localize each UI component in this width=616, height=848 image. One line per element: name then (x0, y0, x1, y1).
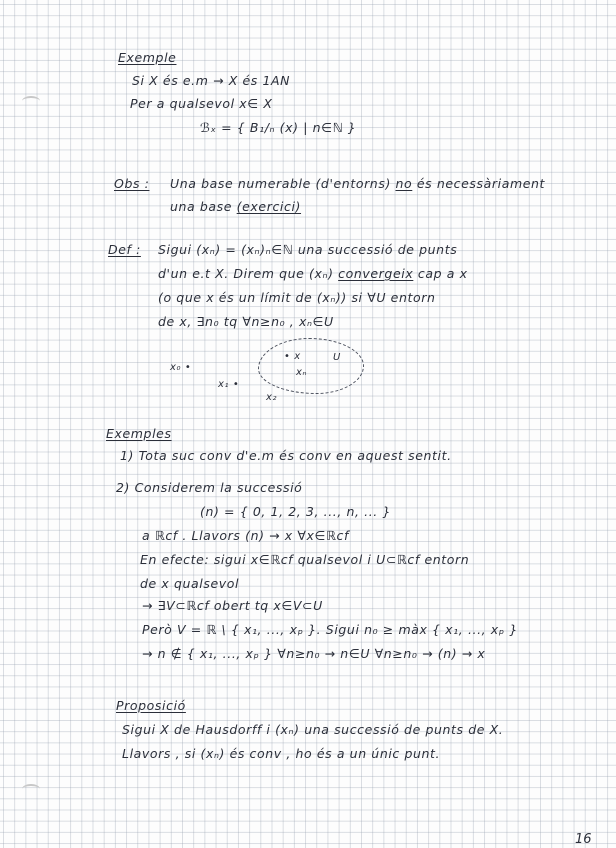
def-line-3: (o que x és un límit de (xₙ)) si ∀U entorn (158, 290, 436, 305)
sketch-label-x2: x₂ (266, 392, 278, 403)
obs-exercici-underlined: (exercici) (236, 199, 302, 214)
exemples-item-2-line-7: Però V = ℝ \ { x₁, ..., xₚ }. Sigui n₀ ≥ màx { x₁, ..., xₚ } (142, 622, 518, 637)
exemples-item-1: 1) Tota suc conv d'e.m és conv en aquest sentit. (120, 448, 452, 463)
sketch-label-xn: xₙ (296, 367, 308, 378)
proposicio-line-2: Llavors , si (xₙ) és conv , ho és a un únic punt. (122, 746, 441, 761)
exemple-line-1: Si X és e.m → X és 1AN (132, 73, 291, 88)
proposicio-line-1: Sigui X de Hausdorff i (xₙ) una successió de punts de X. (122, 722, 504, 737)
exemples-item-2: 2) Considerem la successió (116, 480, 303, 495)
exemples-item-2-line-5: de x qualsevol (140, 576, 240, 591)
def-line-1: Sigui (xₙ) = (xₙ)ₙ∈ℕ una successió de punts (158, 242, 458, 257)
sketch-label-U: U (333, 352, 341, 363)
obs-line-2 (170, 201, 301, 214)
exemples-item-2-line-3: a ℝcf . Llavors (n) → x ∀x∈ℝcf (142, 528, 349, 543)
def-line-2 (158, 268, 468, 281)
def-line-2-post: cap a x (417, 266, 468, 281)
proposicio-heading: Proposició (116, 698, 186, 713)
exemples-item-2-line-6: → ∃V⊂ℝcf obert tq x∈V⊂U (142, 598, 323, 613)
exemples-item-2-line-8: → n ∉ { x₁, ..., xₚ } ∀n≥n₀ → n∈U ∀n≥n₀ → (n) → x (142, 646, 486, 661)
sketch-label-x0: x₀ • (170, 362, 192, 373)
binder-hole-mark (22, 784, 40, 794)
exemples-item-2-sequence: (n) = { 0, 1, 2, 3, ..., n, ... } (200, 504, 392, 519)
def-convergeix-underlined: convergeix (338, 266, 414, 281)
obs-line-1-pre: Una base numerable (d'entorns) (170, 176, 391, 191)
sketch-label-x1: x₁ • (218, 379, 240, 390)
exemple-heading: Exemple (118, 50, 177, 65)
def-line-2-pre: d'un e.t X. Direm que (xₙ) (158, 266, 334, 281)
obs-line-2-pre: una base (170, 199, 233, 214)
sketch-label-x: • x (284, 351, 301, 362)
obs-line-1 (170, 178, 545, 191)
obs-label: Obs : (114, 176, 150, 191)
obs-no-underlined: no (395, 176, 413, 191)
def-line-4: de x, ∃n₀ tq ∀n≥n₀ , xₙ∈U (158, 314, 334, 329)
exemples-heading: Exemples (106, 426, 172, 441)
page-number: 16 (575, 832, 592, 847)
exemple-line-3: ℬₓ = { B₁/ₙ (x) | n∈ℕ } (200, 120, 357, 135)
exemple-line-2: Per a qualsevol x∈ X (130, 96, 273, 111)
neighbourhood-sketch (258, 338, 364, 394)
def-label: Def : (108, 242, 141, 257)
exemples-item-2-line-4: En efecte: sigui x∈ℝcf qualsevol i U⊂ℝcf entorn (140, 552, 470, 567)
binder-hole-mark (22, 96, 40, 106)
obs-line-1-post: és necessàriament (416, 176, 546, 191)
